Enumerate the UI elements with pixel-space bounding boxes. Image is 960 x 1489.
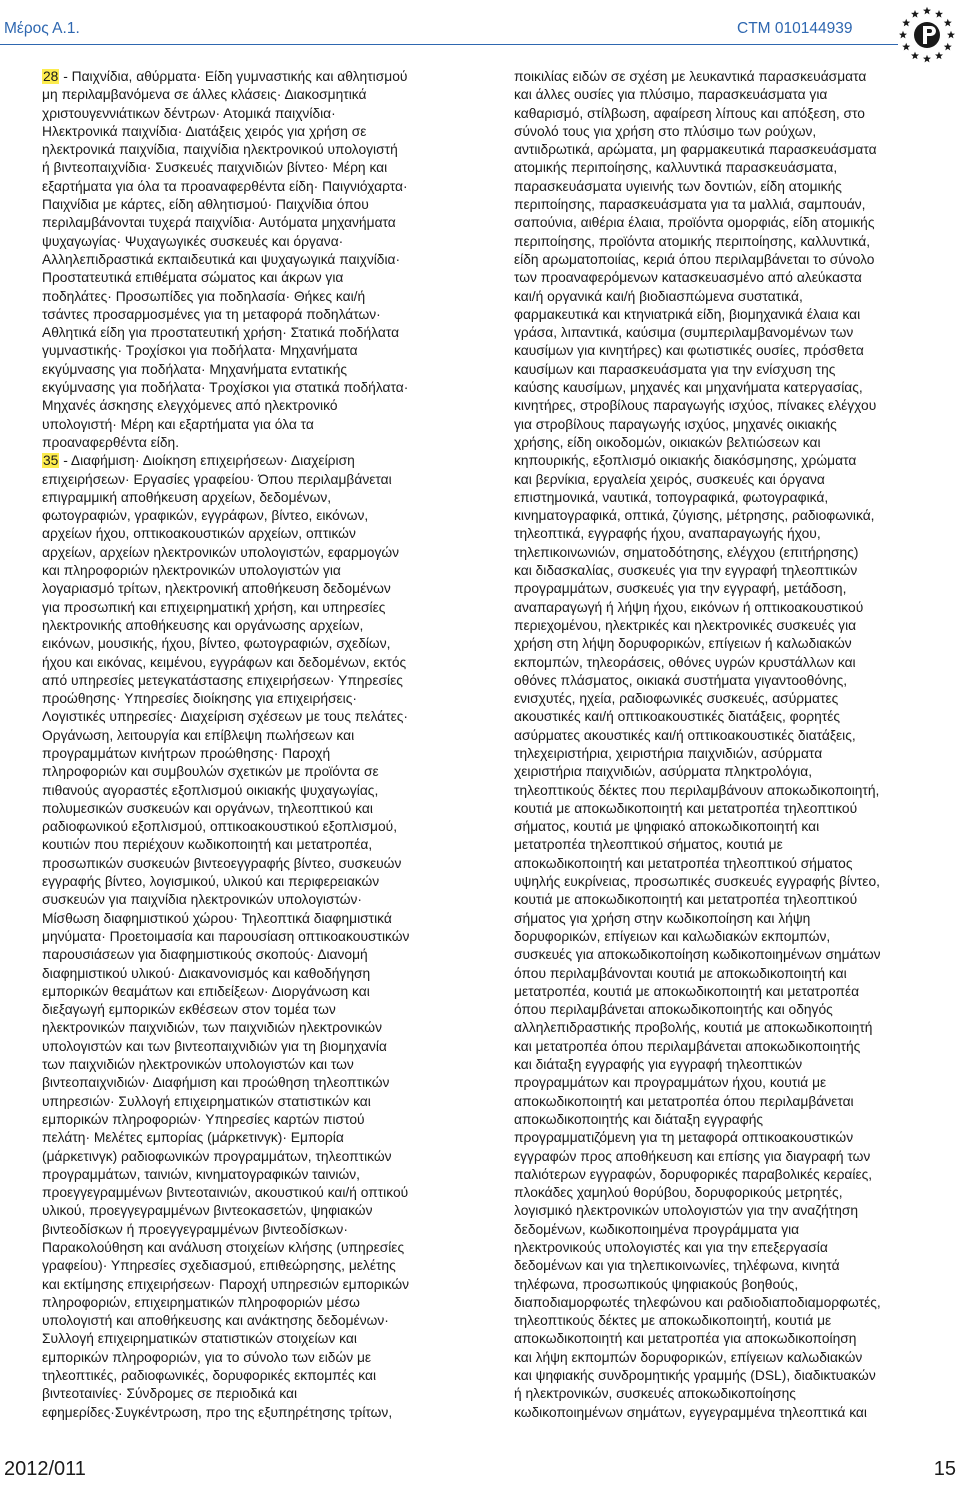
star-icon (923, 55, 931, 63)
text-line: ασύρματες ακουστικές και/ή οπτικοακουστικές διατάξεις, (514, 727, 856, 743)
text-line: προγραμμάτων κινήτρων προώθησης· Παροχή (42, 745, 331, 761)
text-line: Λογιστικές υπηρεσίες· Διαχείριση σχέσεων με τους πελάτες· (42, 709, 408, 725)
text-line: και εκτίμησης επιχειρήσεων· Παροχή υπηρεσιών εμπορικών (42, 1276, 410, 1292)
text-line: παρουσιάσεων για διαφημιστικούς σκοπούς· Διανομή (42, 947, 368, 963)
text-line: αναπαραγωγή ή λήψη ήχου, εικόνων ή οπτικοακουστικού (514, 599, 864, 615)
text-line: Αλληλεπιδραστικά εκπαιδευτικά και ψυχαγωγικά παιχνίδια· (42, 251, 401, 267)
text-line: εκπομπών, τηλεοράσεις, οθόνες υγρών κρυστάλλων και (514, 654, 856, 670)
trademark-number: CTM 010144939 (737, 20, 853, 37)
text-line: αποκωδικοποιητή και μετατροπέα όπου περιλαμβάνεται (514, 1093, 854, 1109)
text-line: μηνύματα· Προετοιμασία και παρουσίαση οπτικοακουστικών (42, 928, 410, 944)
star-icon (947, 31, 955, 39)
text-line: εκγύμνασης για ποδήλατα· Μηχανήματα εντατικής (42, 361, 348, 377)
text-line: περιποίησης, παρασκευάσματα για τα μαλλιά, σαμπουάν, (514, 197, 866, 213)
text-line: αποκωδικοποιητή και μετατροπέα τηλεοπτικού σήματος (514, 855, 853, 871)
text-line: ηλεκτρονικής αποθήκευσης και οργάνωσης αρχείων, (42, 617, 364, 633)
text-line: γράσα, λιπαντικά, καύσιμα (συμπεριλαμβανομένων των (514, 325, 854, 341)
text-line: κινηματογραφικά, οπτικά, ζύγισης, μέτρησης, ραδιοφωνικά, (514, 508, 875, 524)
text-line: σαπούνια, αιθέρια έλαια, προϊόντα ομορφιάς, είδη ατομικής (514, 215, 875, 231)
text-line: πελάτη· Μελέτες εμπορίας (μάρκετινγκ)· Εμπορία (42, 1130, 344, 1146)
text-line: πλοκάδες χαμηλού θορύβου, δορυφορικούς μετρητές, (514, 1185, 843, 1201)
left-column (42, 68, 458, 1422)
star-icon (944, 19, 952, 27)
text-line: όπου περιλαμβάνονται κουτιά με αποκωδικοποιητή και (514, 965, 847, 981)
star-icon (911, 52, 919, 60)
text-line: Παιχνίδια με κάρτες, είδη αθλητισμού· Παιχνίδια όπου (42, 197, 369, 213)
text-line: δεδομένων και για τηλεπικοινωνίες, τηλέφωνα, κινητά (514, 1258, 840, 1274)
text-line: ποικιλίας ειδών σε σχέση με λευκαντικά παρασκευάσματα (514, 69, 867, 84)
text-line: υλικού, προεγγεγραμμένων βιντεοκασετών, ψηφιακών (42, 1203, 373, 1219)
text-line: Παρακολούθηση και ανάλυση στοιχείων κλήσης (υπηρεσίες (42, 1240, 405, 1255)
text-line: Μίσθωση διαφημιστικού χώρου· Τηλεοπτικά διαφημιστικά (42, 910, 392, 926)
text-line: σύνολό τους για χρήση στο πλύσιμο των ρούχων, (514, 123, 817, 139)
text-line: ποδηλάτες· Προσωπίδες για ποδηλασία· Θήκες και/ή (42, 288, 366, 304)
text-line: Οργάνωση, λειτουργία και επίβλεψη πωλήσεων και (42, 727, 355, 743)
text-line: διαποδιαμορφωτές τηλεφώνου και ραδιοδιαποδιαμορφωτές, (514, 1294, 881, 1310)
text-line: Αθλητικά είδη για προστατευτική χρήση· Στατικά ποδήλατα (42, 325, 400, 341)
star-icon (911, 10, 919, 18)
star-icon (899, 31, 907, 39)
text-line: δορυφορικών, επίγειων και καλωδιακών εκπομπών, (514, 928, 831, 944)
star-icon (935, 10, 943, 18)
class-28-number: 28 (43, 69, 59, 84)
text-line: προαναφερθέντα είδη. (42, 434, 180, 450)
text-line: ατομικής περιποίησης, καλλυντικά παρασκευάσματα, (514, 160, 838, 176)
text-line: αλληλεπιδραστικής προβολής, κουτιά με αποκωδικοποιητή (514, 1020, 873, 1036)
text-line: διαφημιστικού υλικού· Διακανονισμός και καθοδήγηση (42, 965, 371, 981)
text-line: γυμναστικής· Τροχίσκοι για ποδήλατα· Μηχανήματα (42, 343, 358, 359)
text-line: σήματος για χρήση στην κωδικοποίηση και λήψη (514, 910, 811, 926)
text-line: μετατροπέα, κουτιά με αποκωδικοποιητή και μετατροπέα (514, 983, 860, 999)
text-line: περιλαμβάνονται τυχερά παιχνίδια· Αυτόματα μηχανήματα (42, 215, 396, 231)
text-line: πληροφοριών, επιχειρηματικών πληροφοριών μέσω (42, 1294, 360, 1310)
text-line: τηλεοπτικούς δέκτες με αποκωδικοποιητή, κουτιά με (514, 1313, 832, 1329)
text-line: προγραμμάτων, συσκευές για την εγγραφή, μετάδοση, (514, 581, 847, 597)
text-line: τηλεοπτικούς δέκτες που περιλαμβάνουν αποκωδικοποιητή, (514, 782, 880, 798)
text-line: των προαναφερόμενων κατασκευασμένο από αλεύκαστα (514, 270, 862, 286)
text-line: παλιότερων εγγραφών, δορυφορικές παραβολικές κεραίες, (514, 1166, 873, 1182)
text-line: πολυμεσικών συσκευών και οργάνων, τηλεοπτικού και (42, 800, 373, 816)
text-line: τηλεπικοινωνιών, σηματοδότησης, ελέγχου (επιτήρησης) (514, 544, 859, 560)
text-line: λογισμικό ηλεκτρονικών υπολογιστών για την αναζήτηση (514, 1203, 859, 1219)
text-line: καυσίμων και παρασκευάσματα για την ενίσχυση της (514, 361, 836, 377)
text-line: κηπουρικής, εξοπλισμό οικιακής διακόσμησης, χρώματα (514, 453, 857, 469)
text-line: 35 - Διαφήμιση· Διοίκηση επιχειρήσεων· Διαχείριση (43, 453, 355, 469)
text-line: υπολογιστή· Μέρη και εξαρτήματα για όλα τα (42, 416, 314, 432)
text-line: για προσωπική και επιχειρηματική χρήση, και υπηρεσίες (42, 599, 386, 615)
text-line: βιντεοπαιχνιδιών· Διαφήμιση και προώθηση τηλεοπτικών (42, 1075, 390, 1091)
header-rule (0, 44, 898, 45)
right-column (514, 68, 930, 1422)
text-line: και βερνίκια, εργαλεία χειρός, συσκευές και όργανα (514, 471, 825, 487)
text-line: και λήψη εκπομπών δορυφορικών, επίγειων καλωδιακών (514, 1349, 863, 1365)
issue-number: 2012/011 (4, 1458, 86, 1480)
text-line: τσάντες προσαρμοσμένες για τη μεταφορά ποδηλάτων· (42, 306, 381, 322)
text-line: και ψηφιακής συνδρομητικής γραμμής (DSL), διαδικτυακών (514, 1368, 876, 1384)
text-line: όπου περιλαμβάνεται αποκωδικοποιητής και οδηγός (514, 1002, 833, 1018)
text-line: βιντεοδίσκων ή προεγγεγραμμένων βιντεοδίσκων· (42, 1221, 348, 1237)
text-line: προγραμμάτων και προγραμμάτων ήχου, κουτιά με (514, 1075, 827, 1091)
text-line: ή ηλεκτρονικών, συσκευές αποκωδικοποίησης (514, 1386, 796, 1402)
text-line: επιστημονικά, ναυτικά, τοπογραφικά, φωτογραφικά, (514, 489, 829, 505)
text-line: Μηχανές άσκησης ελεγχόμενες από ηλεκτρονικό (42, 398, 338, 414)
star-icon (944, 43, 952, 51)
class-28-paragraph (42, 68, 458, 452)
text-line: και διδασκαλίας, συσκευές για την εγγραφή τηλεοπτικών (514, 563, 858, 579)
text-line: περιεχομένου, ηλεκτρικές και ηλεκτρονικές συσκευές για (514, 617, 857, 633)
text-line: και άλλες ουσίες για πλύσιμο, παρασκευάσματα για (514, 87, 828, 103)
star-icon (902, 43, 910, 51)
text-line: χριστουγεννιάτικων δέντρων· Ατομικά παιχνίδια· (42, 105, 336, 121)
text-line: λογαριασμό τρίτων, ηλεκτρονική αποθήκευση δεδομένων (42, 581, 391, 597)
text-line: παρασκευάσματα υγιεινής των δοντιών, είδη ατομικής (514, 178, 842, 194)
page-number: 15 (933, 1458, 956, 1480)
text-line: είδη αρωματοποιίας, κεριά όπου περιλαμβάνεται το σύνολο (514, 251, 875, 267)
text-line: εμπορικών θεαμάτων και επιδείξεων· Διοργάνωση και (42, 983, 370, 999)
text-line: ραδιοφωνικού εξοπλισμού, οπτικοακουστικού εξοπλισμού, (42, 819, 398, 835)
class-35-number: 35 (43, 453, 59, 469)
eu-star-circle-logo-icon (896, 4, 958, 66)
text-line: κουτιά με αποκωδικοποιητή και μετατροπέα τηλεοπτικού (514, 800, 858, 816)
text-line: προεγγεγραμμένων βιντεοταινιών, ακουστικού και/ή οπτικού (42, 1185, 409, 1201)
part-label: Μέρος Α.1. (4, 20, 80, 37)
text-line: κινητήρες, στροβίλους παραγωγής ισχύος, πίνακες ελέγχου (514, 398, 877, 414)
text-line: μη περιλαμβανόμενα σε άλλες κλάσεις· Διακοσμητικά (42, 87, 367, 103)
text-line: περιποίησης, προϊόντα ατομικής περιποίησης, καλλυντικά, (514, 233, 871, 249)
text-line: κωδικοποιημένων σημάτων, εγγεγραμμένα τηλεοπτικά και (514, 1404, 867, 1420)
text-line: Προστατευτικά επιθέματα σώματος και άκρων για (42, 270, 344, 286)
text-line: μετατροπέα τηλεοπτικού σήματος, κουτιά με (514, 837, 783, 853)
text-line: και μετατροπέα όπου περιλαμβάνεται αποκωδικοποιητής (514, 1038, 861, 1054)
text-line: ακουστικές και/ή οπτικοακουστικές διατάξεις, φορητές (514, 709, 841, 725)
text-line: εκγύμνασης για ποδήλατα· Τροχίσκοι για στατικά ποδήλατα· (42, 380, 409, 396)
text-line: συσκευών για παιχνίδια ηλεκτρονικών υπολογιστών· (42, 892, 363, 908)
text-line: καύσης καυσίμων, μηχανές και μηχανήματα κατεργασίας, (514, 380, 863, 396)
text-line: αποκωδικοποιητή και μετατροπέα για αποκωδικοποίηση (514, 1331, 857, 1347)
text-line: τηλεοπτικά, εγγραφής ήχου, αναπαραγωγής ήχου, (514, 526, 821, 542)
text-line: φαρμακευτικά και κτηνιατρικά είδη, βιομηχανικά έλαια και (514, 306, 861, 322)
text-line: αρχείων ήχου, οπτικοακουστικών αρχείων, οπτικών (42, 526, 356, 542)
text-line: συσκευές για αποκωδικοποίηση κωδικοποιημένων σημάτων (514, 947, 881, 963)
text-line: εγγραφής βίντεο, λογισμικού, υλικού και περιφερειακών (42, 874, 380, 890)
text-line: ήχου και εικόνας, κειμένου, εγγράφων και δεδομένων, εκτός (42, 654, 407, 670)
text-line: (μάρκετινγκ) ραδιοφωνικών προγραμμάτων, τηλεοπτικών (42, 1148, 392, 1164)
text-line: και διάταξη εγγραφής για εγγραφή τηλεοπτικών (514, 1057, 803, 1073)
text-line: καθαρισμό, στίλβωση, αφαίρεση λίπους και απόξεση, στο (514, 105, 865, 121)
text-line: εγγραφών προς αποθήκευση και επίσης για διαγραφή των (514, 1148, 871, 1164)
text-line: επιχειρήσεων· Εργασίες γραφείου· Όπου περιλαμβάνεται (42, 471, 392, 487)
text-line: πιθανούς αγοραστές εξοπλισμού οικιακής ψυχαγωγίας, (42, 782, 379, 798)
text-line: χειριστήρια παιχνιδιών, ασύρματα πληκτρολόγια, (514, 764, 813, 780)
text-line: Ηλεκτρονικά παιχνίδια· Διατάξεις χειρός για χρήση σε (42, 123, 367, 139)
text-line: πληροφοριών και συμβουλών σχετικών με προϊόντα σε (42, 764, 379, 780)
text-line: διεξαγωγή εμπορικών εκθέσεων στον τομέα των (42, 1002, 336, 1018)
text-line: εξαρτήματα για όλα τα προαναφερθέντα είδη· Παιγνιόχαρτα· (42, 178, 408, 194)
text-line: για στροβίλους παραγωγής ισχύος, μηχανές οικιακής (514, 416, 837, 432)
text-line: υπολογιστή και αποθήκευσης και ανάκτησης δεδομένων· (42, 1313, 389, 1329)
text-line: των παιχνιδιών ηλεκτρονικών υπολογιστών και των (42, 1057, 354, 1073)
text-line: βιντεοταινίες· Σύνδρομες σε περιοδικά και (42, 1386, 298, 1402)
text-line: και/ή οργανικά και/ή βιοδιασπώμενα συστατικά, (514, 288, 803, 304)
text-line: ή βιντεοπαιχνίδια· Συσκευές παιχνιδιών βίντεο· Μέρη και (42, 160, 388, 176)
text-line: ενισχυτές, ηχεία, ραδιοφωνικές συσκευές, ασύρματες (514, 691, 839, 707)
text-line: ψυχαγωγίας· Ψυχαγωγικές συσκευές και όργανα· (42, 233, 344, 249)
star-icon (902, 19, 910, 27)
text-line: επιγραμμική αποθήκευση αρχείων, δεδομένων, (42, 489, 332, 505)
star-icon (923, 7, 931, 15)
text-line: υπηρεσιών· Συλλογή επιχειρηματικών στατιστικών και (42, 1093, 371, 1109)
text-line: τηλεοπτικές, ραδιοφωνικές, δορυφορικές εκπομπές και (42, 1368, 377, 1384)
text-line: ηλεκτρονικών παιχνιδιών, των παιχνιδιών ηλεκτρονικών (42, 1020, 382, 1036)
text-line: εμπορικών πληροφοριών, για το σύνολο των ειδών με (42, 1349, 372, 1365)
star-icon (935, 52, 943, 60)
text-line: 28 - Παιχνίδια, αθύρματα· Είδη γυμναστικής και αθλητισμού (43, 69, 408, 84)
text-line: ηλεκτρονικά παιχνίδια, παιχνίδια ηλεκτρονικού υπολογιστή (42, 142, 398, 158)
text-line: χρήσης, είδη οικοδομών, οικιακών βελτιώσεων και (514, 434, 821, 450)
text-line: προσωπικών συσκευών βιντεοεγγραφής βίντεο, συσκευών (42, 855, 402, 871)
text-line: αποκωδικοποιητής και διάταξη εγγραφής (514, 1111, 764, 1127)
text-line: φωτογραφιών, γραφικών, εγγράφων, βίντεο, εικόνων, (42, 508, 369, 524)
text-line: κουτιά με αποκωδικοποιητή και μετατροπέα τηλεοπτικού (514, 892, 858, 908)
text-line: εμπορικών πληροφοριών· Υπηρεσίες καρτών πιστού (42, 1111, 365, 1127)
class-35-paragraph (42, 452, 458, 1422)
text-line: τηλέφωνα, προσωπικούς ψηφιακούς βοηθούς, (514, 1276, 799, 1292)
text-line: ηλεκτρονικούς υπολογιστές και για την επεξεργασία (514, 1240, 828, 1255)
text-line: αντιιδρωτικά, αρώματα, μη φαρμακευτικά παρασκευάσματα (514, 142, 877, 158)
text-line: και πληροφοριών ηλεκτρονικών υπολογιστών για (42, 563, 341, 579)
text-line: εικόνων, μουσικής, ήχου, βίντεο, φωτογραφιών, σχεδίων, (42, 636, 391, 652)
text-line: προγραμμάτων, ταινιών, κινηματογραφικών ταινιών, (42, 1166, 360, 1182)
text-line: καυσίμων για κινητήρες) και φωτιστικές ουσίες, πρόσθετα (514, 343, 864, 359)
text-line: κουτιών που περιέχουν κωδικοποιητή και μετατροπέα, (42, 837, 373, 853)
text-line: προώθησης· Υπηρεσίες διοίκησης για επιχειρήσεις· (42, 691, 357, 707)
text-line: από υπηρεσίες μετεγκατάστασης επιχειρήσεων· Υπηρεσίες (42, 672, 403, 688)
text-line: χρήση στη λήψη δορυφορικών, επίγειων ή καλωδιακών (514, 636, 852, 652)
text-line: γραφείου)· Υπηρεσίες σχεδιασμού, επιθεώρησης, μελέτης (42, 1258, 396, 1274)
text-line: σήματος, κουτιά με ψηφιακό αποκωδικοποιητή και (514, 819, 820, 835)
text-line: εφημερίδες·Συγκέντρωση, προ της εξυπηρέτησης τρίτων, (42, 1404, 393, 1420)
text-line: οθόνες πλάσματος, οικιακά συστήματα γιγαντοοθόνης, (514, 672, 848, 688)
text-line: Συλλογή επιχειρηματικών στατιστικών στοιχείων και (42, 1331, 357, 1347)
text-line: προγραμματιζόμενη για τη μεταφορά οπτικοακουστικών (514, 1130, 854, 1146)
text-line: υπολογιστών και των βιντεοπαιχνιδιών για τη βιομηχανία (42, 1038, 387, 1054)
text-line: δεδομένων, κωδικοποιημένα προγράμματα για (514, 1221, 800, 1237)
text-line: υψηλής ευκρίνειας, προσωπικές συσκευές εγγραφής βίντεο, (514, 874, 880, 890)
text-line: αρχείων, αρχείων ηλεκτρονικών υπολογιστών, εφαρμογών (42, 544, 400, 560)
text-line: τηλεχειριστήρια, χειριστήρια παιχνιδιών, ασύρματα (514, 745, 823, 761)
